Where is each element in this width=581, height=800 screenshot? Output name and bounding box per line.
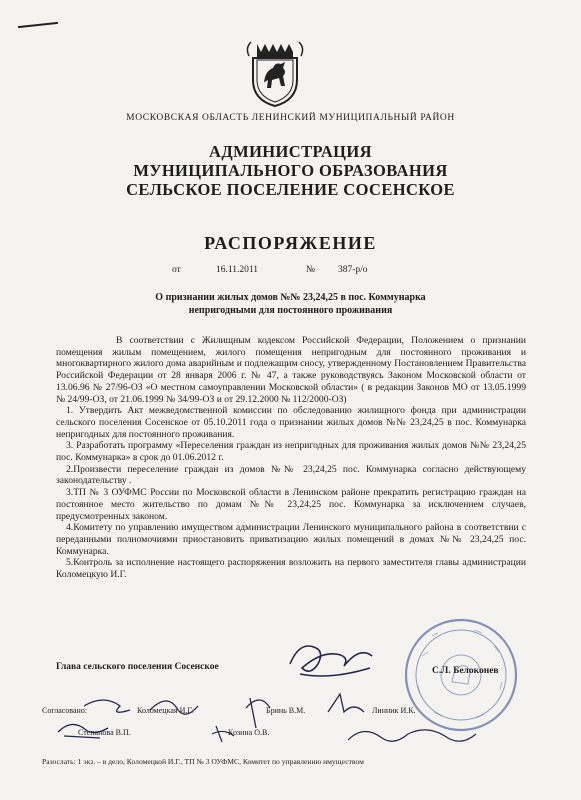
approver-name: Коломецкая И.Г. <box>137 706 194 715</box>
admin-line-3: СЕЛЬСКОЕ ПОСЕЛЕНИЕ СОСЕНСКОЕ <box>126 180 455 199</box>
document-subject <box>0 291 581 317</box>
subject-line-2: непригодными для постоянного проживания <box>188 305 393 316</box>
signatory-name: С.Л. Белоконев <box>432 666 499 676</box>
subject-line-1: О признании жилых домов №№ 23,24,25 в пос. Коммунарка <box>155 292 426 303</box>
approver-name: Линник И.К. <box>372 706 416 715</box>
administration-heading <box>0 142 581 199</box>
document-date: 16.11.2011 <box>216 265 259 275</box>
preamble-paragraph: В соответствии с Жилищным кодексом Российской Федерации, Положением о признании помещения жилым помещением, жилого помещения непригодным для постоянного проживания и многоквартирного жилого дома аварийным и подлежащим сносу, утвержденному Постановлением Правительства Российской Федерации от 28 января 2006 г. № 47, а также руководствуясь Законом Московской области от 13.06.96 № 27/96-ОЗ «О местном самоуправлении Московской области» ( в редакции Законов МО от 13.05.1999 № 24/99-ОЗ, от 21.06.1999 № 34/99-ОЗ и от 29.12.2000 № 112/2000-ОЗ) <box>56 335 526 405</box>
document-type-title: РАСПОРЯЖЕНИЕ <box>204 233 377 253</box>
approver-name: Козина О.В. <box>228 728 270 737</box>
order-item: 5.Контроль за исполнение настоящего распоряжения возложить на первого заместителя главы администрации Коломецкую И.Г. <box>56 557 526 581</box>
head-signature <box>280 634 380 684</box>
order-item: 4.Комитету по управлению имуществом администрации Ленинского муниципального района в соответствии с переданными полномочиями приостановить приватизацию жилых помещений в домах №№ 23,24,25 пос. Коммунарка. <box>56 522 526 557</box>
order-item: 3.ТП № 3 ОУФМС России по Московской области в Ленинском районе прекратить регистрацию граждан на постоянное место жительство по домам №№ 23,24,25 пос. Коммунарка за исключением случаев, предусмотренных законом. <box>56 487 526 522</box>
order-item: 1. Утвердить Акт межведомственной комиссии по обследованию жилищного фонда при администрации сельского поселения Сосенское от 05.10.2011 года о признании жилых домов №№ 23,24,25 в пос. Коммунарка непригодных для постоянного проживания. <box>56 405 526 440</box>
admin-line-1: АДМИНИСТРАЦИЯ <box>209 142 372 161</box>
coat-of-arms-emblem <box>245 38 305 108</box>
corner-mark <box>18 22 58 28</box>
document-body <box>56 335 526 581</box>
order-item: 2.Произвести переселение граждан из домов №№ 23,24,25 пос. Коммунарка согласно действующему законодательству . <box>56 463 526 487</box>
date-from-label: от <box>172 265 181 275</box>
admin-line-2: МУНИЦИПАЛЬНОГО ОБРАЗОВАНИЯ <box>133 161 448 180</box>
approval-signatures <box>64 688 484 754</box>
order-item: 3. Разработать программу «Переселения граждан из непригодных для проживания жилых домов №№ 23,24,25 пос. Коммунарка» в срок до 01.06.2012 г. <box>56 440 526 464</box>
oblast-line: МОСКОВСКАЯ ОБЛАСТЬ ЛЕНИНСКИЙ МУНИЦИПАЛЬНЫЙ РАЙОН <box>126 113 455 123</box>
approval-label: Согласовано: <box>42 706 88 715</box>
approver-name: Степанова В.П. <box>78 728 131 737</box>
distribution-list: Разослать: 1 экз. – в дело, Коломецкой И.Г., ТП № 3 ОУФМС, Комитет по управлению имуществом <box>42 757 364 766</box>
approver-name: Бринь В.М. <box>266 706 306 715</box>
document-number: 387-р/о <box>338 265 368 275</box>
number-label: № <box>306 265 316 275</box>
signatory-title: Глава сельского поселения Сосенское <box>56 662 219 672</box>
